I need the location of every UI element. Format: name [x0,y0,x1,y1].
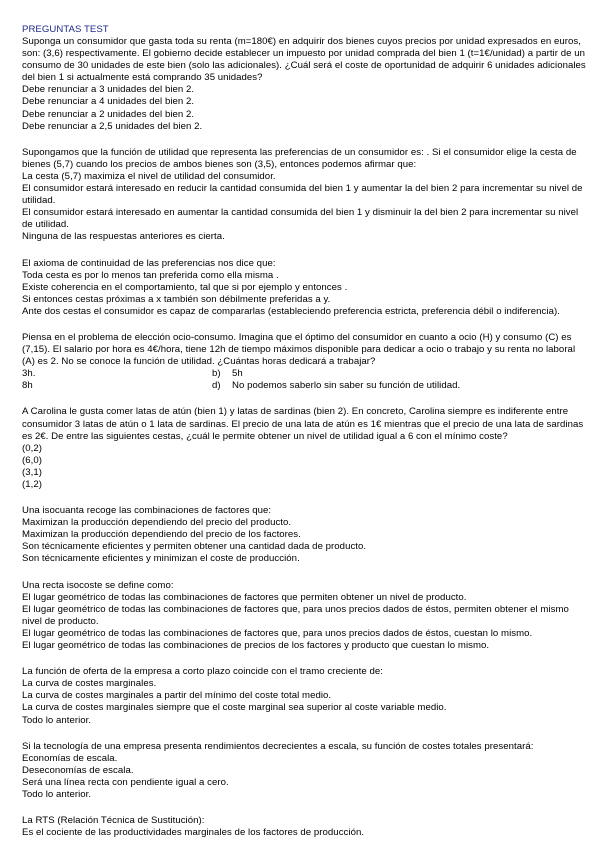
answer-option: Son técnicamente eficientes y permiten obtener una cantidad dada de producto. [22,541,367,553]
answer-option: El consumidor estará interesado en reducir la cantidad consumida del bien 1 y aumentar la del bien 2 para incrementar su nivel de utilidad. [22,183,583,207]
answer-option: (3,1) [22,466,42,478]
answer-option: Es el cociente de las productividades marginales de los factores de producción. [22,827,365,839]
answer-option: Debe renunciar a 3 unidades del bien 2. [22,84,195,96]
answer-option: Existe coherencia en el comportamiento, tal que si por ejemplo y entonces . [22,281,348,293]
question-stem: Suponga un consumidor que gasta toda su renta (m=180€) en adquirir dos bienes cuyos precios por unidad expresados en euros, son: (3,6) respectivamente. El gobierno decide establecer un impuesto por unidad comprada del bien 1 (t=1€/unidad) a partir de un consumo de 30 unidades de este bien (solo las adicionales). ¿Cuál será el coste de oportunidad de adquirir 6 unidades adicionales del bien 1 si actualmente está comprando 35 unidades? [22,36,586,84]
answer-option: Son técnicamente eficientes y minimizan el coste de producción. [22,553,300,565]
question-stem: Piensa en el problema de elección ocio-consumo. Imagina que el óptimo del consumidor en cuanto a ocio (H) y consumo (C) es (7,15). El salario por hora es 4€/hora, tiene 12h de tiempo máximos disponible para dedicar a ocio o trabajo y su renta no laboral (A) es 2. No se conoce la función de utilidad. ¿Cuántas horas dedicará a trabajar? [22,331,576,368]
answer-option: La curva de costes marginales. [22,678,157,690]
answer-options [22,368,586,392]
question-stem: Si la tecnología de una empresa presenta rendimientos decrecientes a escala, su función de costes totales presentará: [22,740,534,752]
answer-options [22,517,586,565]
question-10 [22,815,586,839]
answer-options [22,84,586,132]
answer-options [22,827,586,839]
answer-option-b: 5h [232,368,243,380]
answer-row [22,380,586,392]
answer-option: La curva de costes marginales a partir del mínimo del coste total medio. [22,690,332,702]
question-9 [22,741,586,801]
answer-option: El consumidor estará interesado en aumentar la cantidad consumida del bien 1 y disminuir la del bien 2 para incrementar su nivel de utilidad. [22,207,579,231]
answer-option-d: No podemos saberlo sin saber su función de utilidad. [232,380,461,392]
answer-option: Ninguna de las respuestas anteriores es cierta. [22,231,225,243]
question-7 [22,580,586,653]
document-title: PREGUNTAS TEST [22,24,109,35]
answer-option: El lugar geométrico de todas las combinaciones de precios de los factores y producto que cuestan lo mismo. [22,640,490,652]
answer-option: Maximizan la producción dependiendo del precio del producto. [22,517,292,529]
answer-options [22,443,586,491]
question-stem: La RTS (Relación Técnica de Sustitución): [22,815,205,827]
answer-options [22,171,586,244]
answer-option: Deseconomías de escala. [22,764,134,776]
answer-options [22,592,586,652]
answer-option: Economías de escala. [22,752,118,764]
question-stem: El axioma de continuidad de las preferencias nos dice que: [22,257,276,269]
answer-option: Debe renunciar a 4 unidades del bien 2. [22,96,195,108]
answer-option: Todo lo anterior. [22,788,92,800]
answer-letter-d: d) [212,380,221,392]
answer-option: La cesta (5,7) maximiza el nivel de utilidad del consumidor. [22,170,276,182]
answer-letter-b: b) [212,368,221,380]
answer-option: Será una línea recta con pendiente igual a cero. [22,776,229,788]
answer-options [22,678,586,726]
answer-options [22,753,586,801]
answer-option: El lugar geométrico de todas las combinaciones de factores que permiten obtener un nivel de producto. [22,591,467,603]
document-page [20,24,586,853]
question-stem: Supongamos que la función de utilidad que representa las preferencias de un consumidor es: . Si el consumidor elige la cesta de bienes (5,7) cuando los precios de ambos bienes son (3,5), entonces podemos afirmar que: [22,146,577,170]
answer-option: Si entonces cestas próximas a x también son débilmente preferidas a y. [22,293,331,305]
question-8 [22,666,586,726]
answer-option: El lugar geométrico de todas las combinaciones de factores que, para unos precios dados de éstos, permiten obtener el mismo nivel de producto. [22,603,569,627]
question-stem: La función de oferta de la empresa a corto plazo coincide con el tramo creciente de: [22,666,383,678]
answer-option-a: 3h. [22,368,36,380]
question-2 [22,147,586,244]
question-3 [22,258,586,318]
answer-option: Toda cesta es por lo menos tan preferida como ella misma . [22,269,279,281]
answer-option: (6,0) [22,454,42,466]
question-1 [22,36,586,133]
question-5 [22,406,586,491]
question-stem: A Carolina le gusta comer latas de atún (bien 1) y latas de sardinas (bien 2). En concreto, Carolina siempre es indiferente entre consumidor 3 latas de atún o 1 lata de sardinas. El precio de una lata de atún es 1€ mientras que el precio de una lata de sardinas es 2€. De entre las siguientes cestas, ¿cuál le permite obtener un nivel de utilidad igual a 6 con el mínimo coste? [22,406,584,442]
answer-option: (1,2) [22,479,42,490]
answer-option: La curva de costes marginales siempre que el coste marginal sea superior al coste variable medio. [22,702,447,714]
answer-option: (0,2) [22,442,42,454]
answer-option: El lugar geométrico de todas las combinaciones de factores que, para unos precios dados de éstos, cuestan lo mismo. [22,627,533,639]
answer-option: Debe renunciar a 2,5 unidades del bien 2. [22,120,203,132]
question-4 [22,332,586,392]
answer-option: Ante dos cestas el consumidor es capaz de compararlas (estableciendo preferencia estricta, preferencia débil o indiferencia). [22,305,560,317]
question-stem: Una isocuanta recoge las combinaciones de factores que: [22,505,272,517]
answer-option-c: 8h [22,380,33,392]
answer-option: Maximizan la producción dependiendo del precio de los factores. [22,529,301,541]
answer-options [22,270,586,318]
answer-option: Todo lo anterior. [22,714,92,726]
question-6 [22,505,586,565]
question-stem: Una recta isocoste se define como: [22,579,174,591]
answer-row [22,368,586,380]
answer-option: Debe renunciar a 2 unidades del bien 2. [22,108,195,120]
